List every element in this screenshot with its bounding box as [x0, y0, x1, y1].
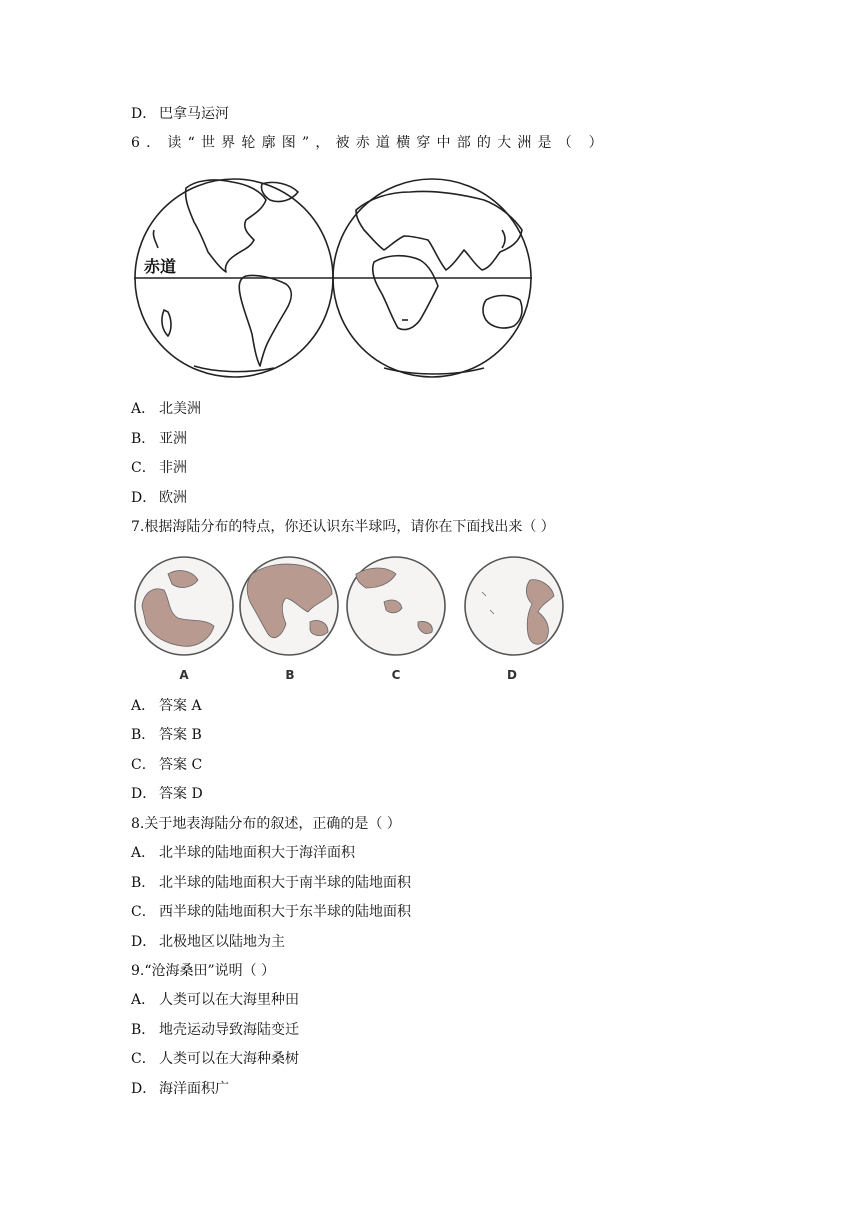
q9-option-b[interactable]	[131, 1020, 299, 1040]
q8-option-b[interactable]	[131, 873, 411, 893]
q9-option-a[interactable]	[131, 990, 299, 1010]
option-letter: A．	[131, 698, 156, 714]
world-outline-map	[134, 170, 534, 386]
q9-option-c[interactable]	[131, 1049, 299, 1069]
equator-label: 赤道	[144, 257, 177, 276]
option-letter: D．	[131, 786, 157, 802]
north-america-outline	[186, 180, 266, 272]
option-text: 答案 B	[159, 727, 202, 743]
option-text: 人类可以在大海种桑树	[159, 1051, 299, 1067]
south-america-outline	[239, 275, 291, 366]
globe-label-c: C	[391, 668, 401, 682]
option-letter: C．	[131, 460, 156, 476]
option-text: 答案 A	[159, 698, 202, 714]
option-text: 人类可以在大海里种田	[159, 992, 299, 1008]
globe-label-a: A	[179, 668, 189, 682]
australia-outline	[483, 296, 522, 329]
option-letter: D．	[131, 1081, 157, 1097]
q7-option-d[interactable]	[131, 784, 203, 804]
q8-option-c[interactable]	[131, 902, 411, 922]
q8-stem: 8.关于地表海陆分布的叙述，正确的是（ ）	[131, 816, 401, 832]
option-letter: C．	[131, 904, 156, 920]
option-text: 西半球的陆地面积大于东半球的陆地面积	[159, 904, 411, 920]
q7-option-a[interactable]	[131, 696, 202, 716]
option-letter: C．	[131, 1051, 156, 1067]
q6-option-a[interactable]	[131, 399, 201, 419]
antarctica-west-outline	[194, 366, 274, 372]
q8-option-d[interactable]	[131, 932, 285, 952]
option-text: 答案 C	[159, 757, 203, 773]
antarctica-east-outline	[384, 368, 484, 374]
globe-d	[465, 557, 563, 655]
hemispheres-figure	[134, 552, 574, 662]
q9-option-d[interactable]	[131, 1079, 229, 1099]
option-letter: B．	[131, 1022, 156, 1038]
option-letter: D．	[131, 934, 157, 950]
option-text: 北美洲	[159, 401, 201, 417]
option-text: 北极地区以陆地为主	[159, 934, 285, 950]
q6-option-b[interactable]	[131, 429, 187, 449]
option-text: 地壳运动导致海陆变迁	[159, 1022, 299, 1038]
option-text: 亚洲	[159, 431, 187, 447]
q8-option-a[interactable]	[131, 843, 355, 863]
option-letter: B．	[131, 431, 156, 447]
option-text: 答案 D	[159, 786, 203, 802]
option-text: 北半球的陆地面积大于海洋面积	[159, 845, 355, 861]
q7-stem: 7.根据海陆分布的特点，你还认识东半球吗，请你在下面找出来（ ）	[131, 519, 555, 535]
option-letter: D．	[131, 106, 157, 122]
q7-option-c[interactable]	[131, 755, 202, 775]
option-letter: B．	[131, 875, 156, 891]
option-text: 非洲	[159, 460, 187, 476]
option-text: 欧洲	[159, 490, 187, 506]
q6-option-c[interactable]	[131, 458, 187, 478]
globe-label-b: B	[285, 668, 295, 682]
q6-option-d[interactable]	[131, 488, 187, 508]
option-letter: C．	[131, 757, 156, 773]
q5-option-d	[131, 104, 229, 124]
option-letter: B．	[131, 727, 156, 743]
q7-option-b[interactable]	[131, 725, 202, 745]
option-text: 海洋面积广	[159, 1081, 229, 1097]
option-letter: A．	[131, 845, 156, 861]
option-text: 北半球的陆地面积大于南半球的陆地面积	[159, 875, 411, 891]
option-letter: A．	[131, 401, 156, 417]
option-text: 巴拿马运河	[159, 106, 229, 122]
q6-stem: 6. 读“世界轮廓图”，被赤道横穿中部的大洲是（ ）	[131, 135, 609, 151]
option-letter: D．	[131, 490, 157, 506]
option-letter: A．	[131, 992, 156, 1008]
africa-outline	[373, 256, 438, 330]
q9-stem: 9.“沧海桑田”说明（ ）	[131, 963, 276, 979]
globe-label-d: D	[507, 668, 517, 682]
